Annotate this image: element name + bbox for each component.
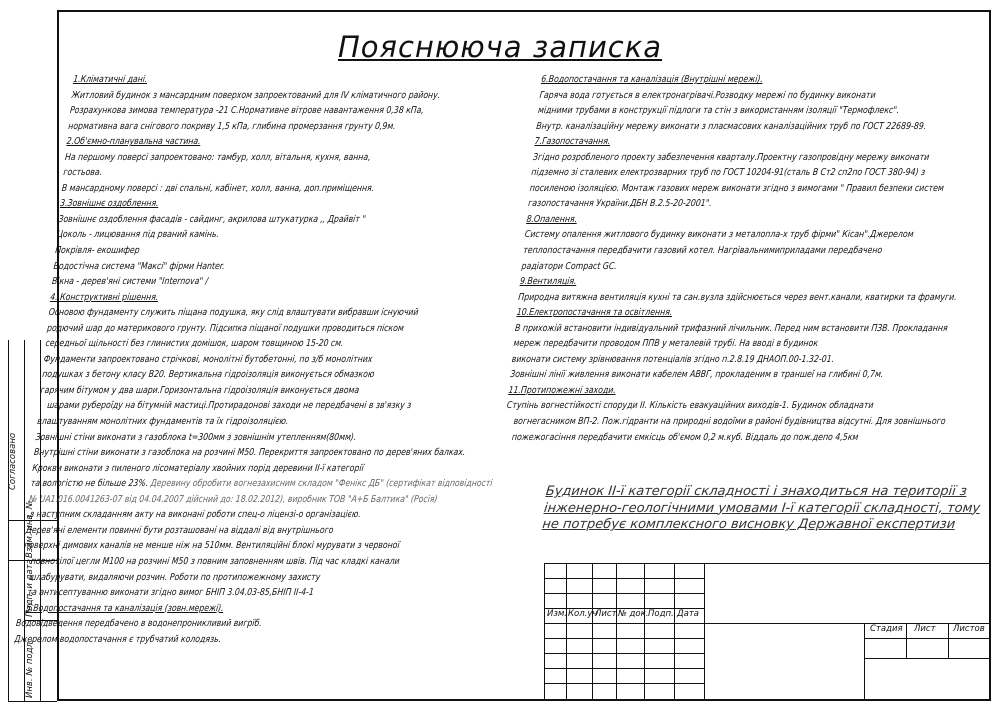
section-heading	[17, 601, 480, 617]
line-text: 3.Зовнішнє оздоблення.	[59, 198, 160, 210]
line-text: 11.Протипожежні заходи.	[507, 384, 617, 396]
text-line	[532, 150, 974, 166]
line-text: В прихожій встановити індивідуальний трифазний лічильник. Перед ним встановити ПЗВ. Прокладання	[514, 322, 949, 334]
line-text: 9.Вентиляція.	[519, 276, 578, 288]
text-line	[35, 430, 498, 446]
line-text: влаштуванням монолітних фундаментів та їх гідроізоляцією.	[36, 416, 289, 428]
text-line	[32, 461, 495, 477]
text-line	[517, 290, 959, 306]
line-text: Водостічна система "Максі" фірми Hanter.	[53, 260, 226, 272]
text-line	[30, 476, 493, 492]
statement-line: Будинок ІІ-ї категорії складності і знаходиться на території з	[545, 484, 968, 499]
text-line	[524, 227, 966, 243]
line-text: Дерев'яні елементи повинні бути розташовані на віддалі від внутрішнього	[25, 524, 334, 536]
page-title: Пояснююча записка	[337, 30, 663, 64]
text-line	[58, 212, 521, 228]
stadiya-label: Стадия	[870, 624, 903, 634]
text-line	[28, 492, 491, 508]
expertise-statement	[541, 484, 982, 534]
line-text: родючий шар до материкового грунту. Підсипка піщаної подушки проводиться піском	[46, 322, 405, 334]
line-text: вогнегасником ВП-2. Пож.гідранти на природні водоїми в районі будівництва відсутні. Для зовнішнього	[513, 416, 947, 428]
kol-uch-label: Кол.уч	[568, 609, 598, 619]
text-line	[33, 445, 496, 461]
text-line	[46, 321, 509, 337]
section-heading	[66, 134, 529, 150]
text-line	[69, 103, 532, 119]
line-text: гарячим бітумом у два шари.Горизонтальна гідроізоляція виконується двома	[39, 384, 360, 396]
line-note: № UA1.016.0041263-07 від 04.04.2007 дійсний до: 18.02.2012), виробник ТОВ "А+Б Балтика" (Росія)	[28, 493, 439, 505]
line-text: Внутр. каналізаційну мережу виконати з пласмасових каналізаційних труб по ГОСТ 22689-89.	[535, 120, 927, 132]
text-line	[38, 398, 501, 414]
line-text: та вологістю не більше 23%.	[30, 478, 149, 490]
line-text: В мансардному поверсі : дві спальні, кабінет, холл, ванна, доп.приміщення.	[61, 182, 375, 194]
line-text: шарами рубероїду на бітумній мастиці.Протирадонові заходи не передбачені в зв'язку з	[46, 400, 412, 412]
line-note: Деревину обробити вогнезахисним складом "Фенікс ДБ" (сертифікат відповідності	[150, 478, 494, 490]
section-heading	[516, 305, 958, 321]
inv-orig-label: Инв. № подл.	[25, 639, 35, 698]
line-text: Вікна - дерев'яні системи "Internova" /	[51, 276, 209, 288]
text-line	[503, 430, 945, 446]
section-heading	[526, 212, 968, 228]
section-heading	[72, 72, 535, 88]
line-text: Джерелом водопостачання є трубчатий колодязь.	[13, 633, 222, 645]
line-text: Зовнішні лінії живлення виконати кабелем АВВГ, прокладеним в траншеї на глибині 0,7м.	[509, 369, 884, 381]
line-text: 4. Конструктивні рішення.	[49, 291, 159, 303]
line-text: 10.Електропостачання та освітлення.	[516, 307, 673, 319]
text-line	[22, 554, 485, 570]
line-text: 7.Газопостачання.	[534, 136, 611, 148]
line-text: та антисептуванню виконати згідно вимог БНІП 3.04.03-85,БНІП ІІ-4-1	[26, 587, 315, 599]
line-text: Гаряча вода готується в електронагрівачі.Розводку мережі по будинку виконати	[538, 89, 877, 101]
text-line	[513, 336, 955, 352]
line-text: 6.Водопостачання та каналізація (Внутрішні мережі).	[540, 74, 764, 85]
text-line	[61, 181, 524, 197]
line-text: гостьова.	[62, 167, 103, 179]
line-text: підземно зі сталевих електрозварних труб по ГОСТ 10204-91(сталь В Ст2 сп2по ГОСТ 380-94) з	[530, 167, 926, 179]
n-dok-label: № док.	[618, 609, 649, 619]
podp-label: Подп.	[648, 609, 674, 619]
text-line	[43, 352, 506, 368]
line-text: Крокви виконати з пиленого лісоматеріалу хвойних порід деревини ІІ-ї категорії	[31, 462, 365, 474]
text-line	[27, 507, 490, 523]
text-line	[531, 165, 973, 181]
section-heading	[59, 196, 522, 212]
statement-line: інженерно-геологічними умовами І-ї категорії складності, тому	[543, 500, 981, 516]
text-line	[537, 103, 979, 119]
line-text: повнотілої цегли М100 на розчині М50 з повним заповненням швів. Під час кладкі канали	[30, 555, 401, 567]
text-line	[56, 227, 519, 243]
line-text: Систему опалення житлового будинку виконати з металопла-х труб фірми" Кісан".Джерелом	[524, 229, 915, 241]
text-line	[45, 336, 508, 352]
right-column	[503, 72, 1000, 445]
inv-replaced-label: Взам. инв. №	[25, 500, 35, 558]
line-text: газопостачання України.ДБН В.2.5-20-2001".	[527, 198, 713, 210]
line-text: Основою фундаменту служить піщана подушка, яку слід влаштувати вибравши існуючий	[48, 307, 420, 319]
line-text: радіатори Compact GC.	[521, 260, 618, 272]
line-text: середньої щільності без глинистих домішок, шаром товщиною 15-20 см.	[44, 338, 345, 350]
line-text: теплопостачання передбачити газовий котел. Нагрівальнимиприладами передбачено	[522, 245, 883, 257]
line-text: .з наступним складанням акту на виконані роботи спец-о ліцензі-о організацією.	[26, 509, 362, 521]
line-text: 8.Опалення.	[525, 213, 578, 225]
line-text: Згідно розробленого проекту забезпечення кварталу.Проектну газопровідну мережу виконати	[532, 151, 930, 163]
text-line	[509, 367, 951, 383]
text-line	[521, 259, 963, 275]
text-line	[535, 119, 977, 135]
section-heading	[534, 134, 976, 150]
line-text: Ступінь вогнестійкості споруди ІІ. Кількість евакуаційних виходів-1. Будинок обладнати	[506, 400, 874, 412]
line-text: Зовнішні стіни виконати з газоблока t=300мм з зовнішнім утепленням(80мм).	[35, 431, 357, 443]
text-line	[25, 523, 488, 539]
text-line	[71, 88, 534, 104]
text-line	[504, 414, 946, 430]
text-line	[527, 196, 969, 212]
line-text: Розрахункова зимова температура -21 С.Нормативне вітрове навантаження 0,38 кПа,	[69, 105, 425, 117]
list2-label: Лист	[914, 624, 936, 634]
text-line	[54, 243, 517, 259]
data-label: Дата	[677, 609, 700, 619]
text-line	[40, 383, 503, 399]
text-line	[522, 243, 964, 259]
line-text: Природна витяжна вентиляція кухні та сан.вузла здійснюється через вент.канали, кватирки та фрамуги.	[517, 291, 958, 303]
text-line	[41, 367, 504, 383]
text-line	[23, 538, 486, 554]
line-text: Водовідведення передбачено в водонепроникливий вигрїб.	[15, 618, 263, 630]
line-text: Покрівля- екошифер	[54, 245, 141, 257]
text-line	[15, 616, 478, 632]
text-line	[48, 305, 511, 321]
izm-label: Изм.	[547, 609, 567, 619]
text-line	[67, 119, 530, 135]
text-line	[51, 274, 514, 290]
line-text: Фундаменти запроектовано стрічкові, монолітні бутобетонні, по з/б монолітних	[43, 353, 373, 365]
line-text: пожежогасіння передбачити ємкісць об'ємом 0,2 м.куб. Віддаль до пож.депо 4,5км	[511, 431, 859, 443]
line-text: 1.Кліматичні дані.	[72, 74, 148, 85]
list-label: Лист	[595, 609, 617, 619]
title-block	[544, 563, 991, 701]
section-heading	[540, 72, 982, 88]
line-text: мідними трубами в конструкції підлоги та стін з використанням ізоляції "Термофлекс".	[537, 105, 900, 117]
line-text: шлабурувати, видаляючи розчин. Роботи по протипожежному захисту	[28, 571, 321, 583]
text-line	[53, 259, 516, 275]
line-text: мереж передбачити проводом ППВ у металевій трубі. На вводі в будинок	[512, 338, 819, 350]
text-line	[539, 88, 981, 104]
text-line	[20, 570, 483, 586]
section-heading	[508, 383, 950, 399]
section-heading	[49, 290, 512, 306]
sign-date-label: Подп. и дата	[25, 559, 35, 617]
line-text: Цоколь - лицювання під рваний камінь.	[56, 229, 220, 241]
line-text: На першому поверсі запроектовано: тамбур, холл, вітальня, кухня, ванна,	[64, 151, 372, 163]
text-line	[511, 352, 953, 368]
text-line	[514, 321, 956, 337]
line-text: 5.Водопостачання та каналізація (зовн.мережі).	[25, 602, 225, 614]
line-text: виконати систему зрівнювання потенціалів згідно п.2.8.19 ДНАОП.00-1.32-01.	[511, 353, 835, 365]
text-line	[506, 398, 948, 414]
text-line	[14, 632, 477, 648]
listov-label: Листов	[953, 624, 985, 634]
text-line	[529, 181, 971, 197]
side-stamp	[8, 340, 57, 701]
statement-line: не потребує комплексного висновку Державної експертизи	[541, 517, 956, 532]
text-line	[36, 414, 499, 430]
line-text: Зовнішнє оздоблення фасадів - сайдинг, акрилова штукатурка ,, Драйвіт "	[57, 213, 367, 225]
line-text: подушках з бетону класу В20. Вертикальна гідроізоляція виконується обмазкою	[41, 369, 375, 381]
text-line	[18, 585, 481, 601]
line-text: нормативна вага снігового покриву 1,5 кПа, глибина промерзання грунту 0,9м.	[67, 120, 397, 132]
text-line	[63, 165, 526, 181]
line-text: 2.Об'ємно-планувальна частина.	[66, 136, 202, 148]
line-text: посиленою ізоляцією. Монтаж газових мереж виконати згідно з вимогами " Правил безпеки систем	[529, 182, 945, 194]
line-text: Внутрішні стіни виконати з газоблока на розчині М50. Перекриття запроектовано по дерев'яних балках.	[33, 447, 466, 459]
text-line	[64, 150, 527, 166]
agreed-label: Согласовано	[8, 432, 18, 490]
line-text: Житловий будинок з мансардним поверхом запроектований для IV кліматичного району.	[70, 89, 441, 101]
section-heading	[519, 274, 961, 290]
line-text: поверхні димових каналів не менше ніж на 510мм. Вентиляційні блокі мурувати з червоної	[23, 540, 401, 552]
